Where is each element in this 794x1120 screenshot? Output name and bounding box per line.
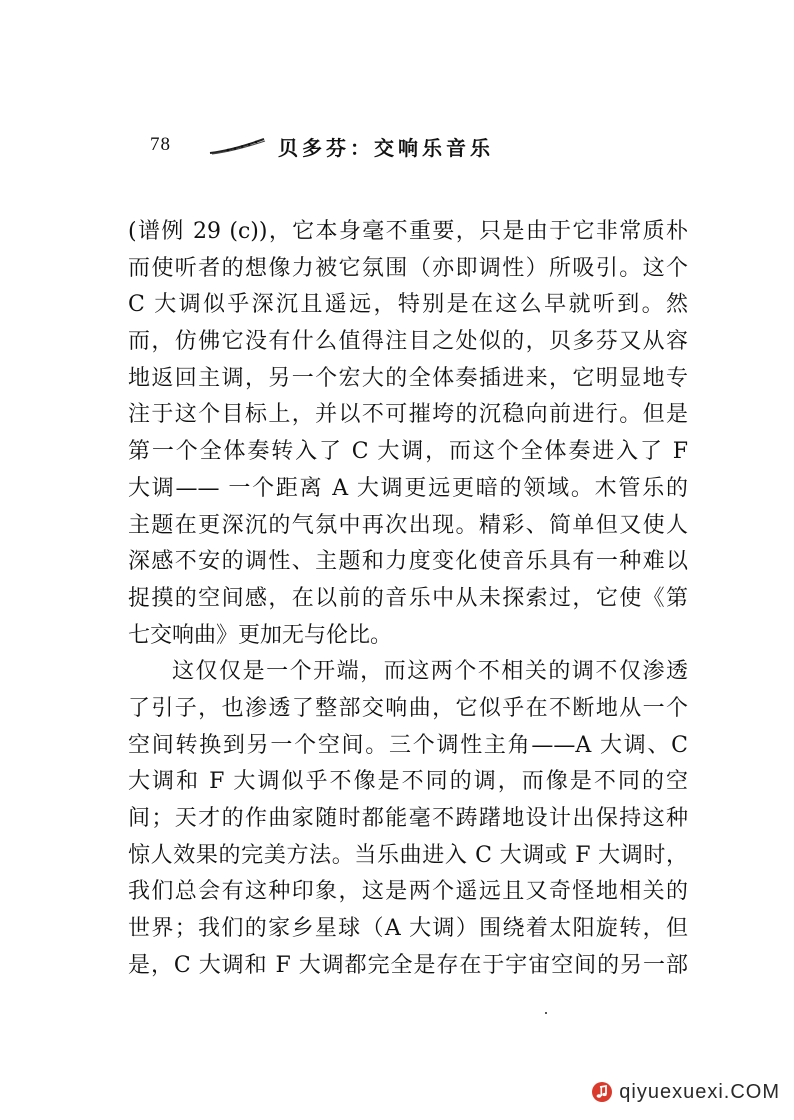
text-line: 而，仿佛它没有什么值得注目之处似的，贝多芬又从容 — [128, 329, 688, 355]
text-line: 这仅仅是一个开端，而这两个不相关的调不仅渗透 — [172, 659, 688, 685]
running-title: 贝多芬：交响乐音乐 — [278, 136, 494, 160]
text-line: 是，C 大调和 F 大调都完全是存在于宇宙空间的另一部 — [128, 952, 688, 978]
site-watermark — [591, 1078, 780, 1106]
text-line: 世界；我们的家乡星球（A 大调）围绕着太阳旋转，但 — [128, 916, 688, 942]
text-line: 主题在更深沉的气氛中再次出现。精彩、简单但又使人 — [128, 512, 688, 538]
text-line: 大调—— 一个距离 A 大调更远更暗的领域。木管乐的 — [128, 475, 688, 501]
music-note-icon — [591, 1081, 613, 1103]
text-line: (谱例 29 (c))，它本身毫不重要，只是由于它非常质朴 — [128, 219, 688, 244]
text-line: 间；天才的作曲家随时都能毫不踌躇地设计出保持这种 — [128, 806, 688, 831]
text-line: 大调和 F 大调似乎不像是不同的调，而像是不同的空 — [128, 769, 688, 795]
text-line: 捉摸的空间感，在以前的音乐中从未探索过，它使《第 — [128, 585, 688, 611]
text-line: 地返回主调，另一个宏大的全体奏插进来，它明显地专 — [128, 365, 688, 391]
watermark-text: qiyuexuexi.COM — [619, 1080, 780, 1103]
flute-ornament-icon — [208, 136, 268, 156]
text-line: 而使听者的想像力被它氛围（亦即调性）所吸引。这个 — [128, 255, 688, 281]
text-line: 注于这个目标上，并以不可摧垮的沉稳向前进行。但是 — [128, 402, 688, 428]
body-text — [128, 214, 688, 984]
text-line: C 大调似乎深沉且遥远，特别是在这么早就听到。然 — [128, 292, 688, 318]
text-line: 了引子，也渗透了整部交响曲，它似乎在不断地从一个 — [128, 695, 688, 721]
page-number: 78 — [150, 134, 171, 155]
text-line: 深感不安的调性、主题和力度变化使音乐具有一种难以 — [128, 549, 688, 575]
scan-speck — [545, 1012, 547, 1014]
text-line: 我们总会有这种印象，这是两个遥远且又奇怪地相关的 — [128, 879, 688, 905]
text-line: 空间转换到另一个空间。三个调性主角——A 大调、C — [128, 732, 688, 758]
text-line: 惊人效果的完美方法。当乐曲进入 C 大调或 F 大调时， — [128, 842, 688, 868]
page-header — [150, 132, 670, 162]
text-line: 七交响曲》更加无与伦比。 — [128, 622, 393, 648]
text-line: 第一个全体奏转入了 C 大调，而这个全体奏进入了 F — [128, 439, 688, 465]
